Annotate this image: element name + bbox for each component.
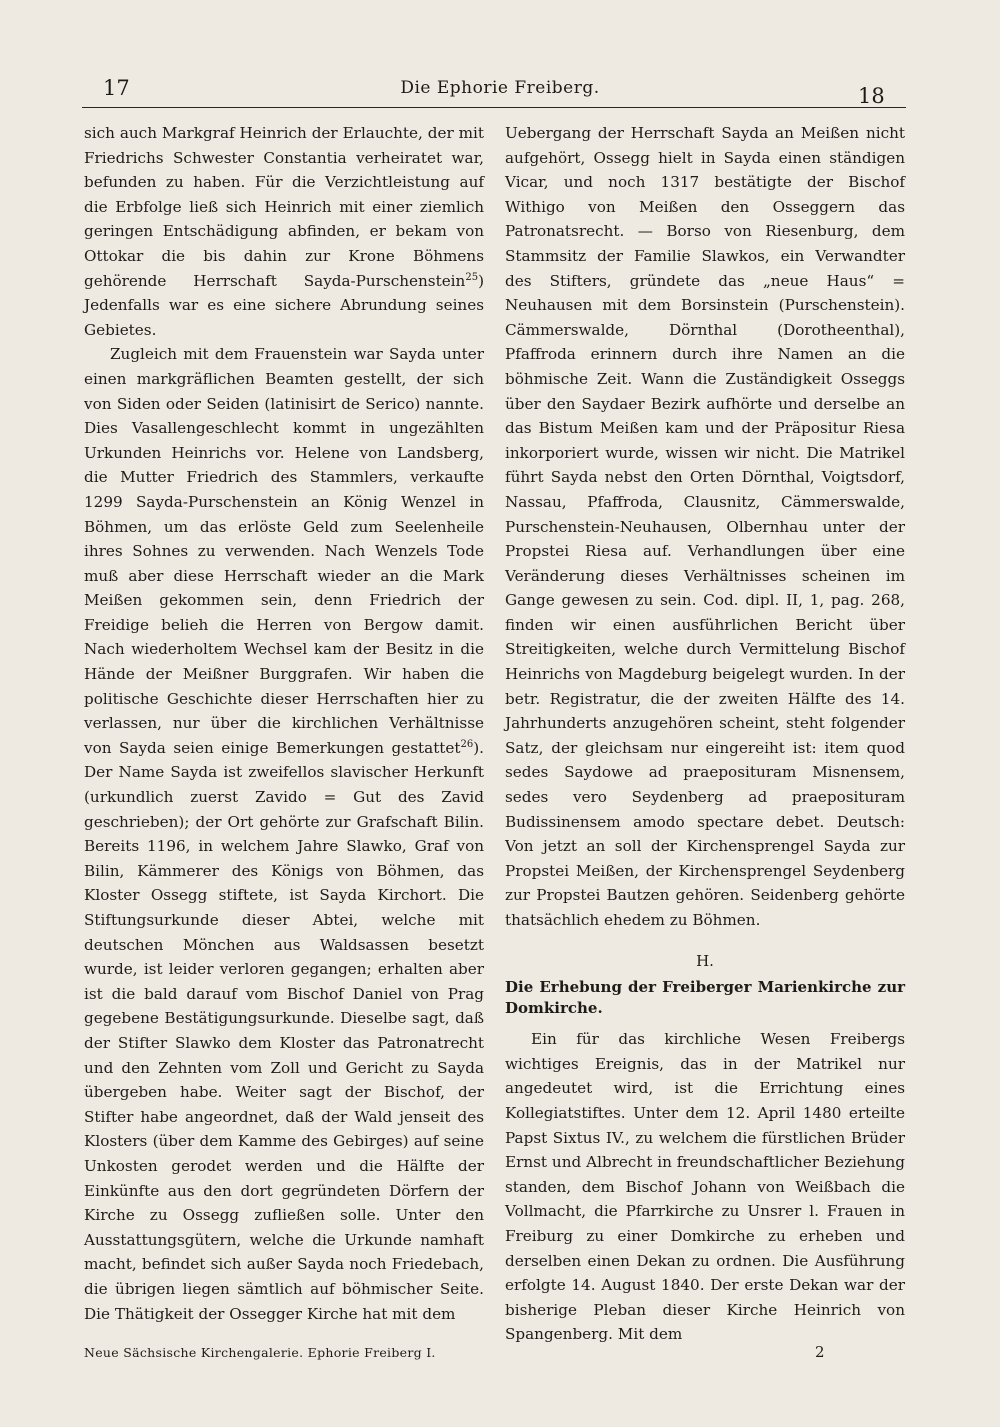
left-p1-text: sich auch Markgraf Heinrich der Erlauchte, der mit Friedrichs Schwester Constantia verheiratet war, befunden zu haben. Für die Verzichtleistung auf die Erbfolge ließ sich Heinrich mit einer ziemlich geringen Entschädigung abfinden, er bekam von Ottokar die bis dahin zur Krone Böhmens gehörende Herrschaft Sayda-Purschenstein: [84, 124, 484, 290]
page-header: [0, 68, 1000, 108]
right-paragraph-2: Ein für das kirchliche Wesen Freibergs wichtiges Ereignis, das in der Matrikel nur angedeutet wird, ist die Errichtung eines Kollegiatstiftes. Unter dem 12. April 1480 erteilte Papst Sixtus IV., zu welchem die fürstlichen Brüder Ernst und Albrecht in freundschaftlicher Beziehung standen, dem Bischof Johann von Weißbach die Vollmacht, die Pfarrkirche zu Unsrer l. Frauen in Freiburg zu einer Domkirche zu erheben und derselben einen Dekan zu ordnen. Die Ausführung erfolgte 14. August 1840. Der erste Dekan war der bisherige Pleban dieser Kirche Heinrich von Spangenberg. Mit dem: [505, 1030, 905, 1344]
left-paragraph-2: [84, 342, 484, 1326]
section-letter: H.: [696, 951, 714, 970]
footnote-ref-25: 25: [465, 271, 479, 283]
left-column: [84, 121, 484, 1333]
running-title: Die Ephorie Freiberg.: [400, 78, 600, 98]
left-p1-end: ) Jedenfalls war es eine sichere Abrundung seines Gebietes.: [84, 271, 484, 339]
footer-imprint: Neue Sächsische Kirchengalerie. Ephorie Freiberg I.: [84, 1345, 436, 1360]
left-p2-text: Zugleich mit dem Frauenstein war Sayda unter einen markgräflichen Beamten gestellt, der sich von Siden oder Seiden (latinisirt de Serico) nannte. Dies Vasallengeschlecht kommt in ungezählten Urkunden Heinrichs vor. Helene von Landsberg, die Mutter Friedrich des Stammlers, verkaufte 1299 Sayda-Purschenstein an König Wenzel in Böhmen, um das erlöste Geld zum Seelenheile ihres Sohnes zu verwenden. Nach Wenzels Tode muß aber diese Herrschaft wieder an die Mark Meißen gekommen sein, denn Friedrich der Freidige belieh die Herren von Bergow damit. Nach wiederholtem Wechsel kam der Besitz in die Hände der Meißner Burggrafen. Wir haben die politische Geschichte dieser Herrschaften hier zu verlassen, nur über die kirchlichen Verhältnisse von Sayda seien einige Bemerkungen gestattet: [84, 345, 484, 757]
left-p2-end: ). Der Name Sayda ist zweifellos slavischer Herkunft (urkundlich zuerst Zavido = Gut des Zavid geschrieben); der Ort gehörte zur Grafschaft Bilin. Bereits 1196, in welchem Jahre Slawko, Graf von Bilin, Kämmerer des Königs von Böhmen, das Kloster Ossegg stiftete, ist Sayda Kirchort. Die Stiftungsurkunde dieser Abtei, welche mit deutschen Mönchen aus Waldsassen besetzt wurde, ist leider verloren gegangen; erhalten aber ist die bald darauf vom Bischof Daniel von Prag gegebene Bestätigungsurkunde. Dieselbe sagt, daß der Stifter Slawko dem Kloster das Patronatrecht und den Zehnten vom Zoll und Gericht zu Sayda übergeben habe. Weiter sagt der Bischof, der Stifter habe angeordnet, daß der Wald jenseit des Klosters (über dem Kamme des Gebirges) auf seine Unkosten gerodet werden und die Hälfte der Einkünfte aus den dort gegründeten Dörfern der Kirche zu Ossegg zufließen solle. Unter den Ausstattungsgütern, welche die Urkunde namhaft macht, befindet sich außer Sayda noch Friedebach, die übrigen liegen sämtlich auf böhmischer Seite. Die Thätigkeit der Ossegger Kirche hat mit dem: [84, 738, 484, 1323]
right-column: [505, 121, 905, 1344]
section-title: Die Erhebung der Freiberger Marienkirche zur Domkirche.: [505, 978, 905, 1018]
page-number-left: 17: [103, 76, 130, 100]
header-rule: [82, 107, 906, 108]
left-paragraph-1: [84, 121, 484, 342]
footnote-ref-26: 26: [460, 738, 474, 750]
right-paragraph-1: Uebergang der Herrschaft Sayda an Meißen nicht aufgehört, Ossegg hielt in Sayda einen ständigen Vicar, und noch 1317 bestätigte der Bischof Withigo von Meißen den Osseggern das Patronatsrecht. — Borso von Riesenburg, dem Stammsitz der Familie Slawkos, ein Verwandter des Stifters, gründete das „neue Haus“ = Neuhausen mit dem Borsinstein (Purschenstein). Cämmerswalde, Dörnthal (Dorotheenthal), Pfaffroda erinnern durch ihre Namen an die böhmische Zeit. Wann die Zuständigkeit Osseggs über den Saydaer Bezirk aufhörte und derselbe an das Bistum Meißen kam und der Präpositur Riesa inkorporiert wurde, wissen wir nicht. Die Matrikel führt Sayda nebst den Orten Dörnthal, Voigtsdorf, Nassau, Pfaffroda, Clausnitz, Cämmerswalde, Purschenstein-Neuhausen, Olbernhau unter der Propstei Riesa auf. Verhandlungen über eine Veränderung dieses Verhältnisses scheinen im Gange gewesen zu sein. Cod. dipl. II, 1, pag. 268, finden wir einen ausführlichen Bericht über Streitigkeiten, welche durch Vermittelung Bischof Heinrichs von Magdeburg beigelegt wurden. In der betr. Registratur, die der zweiten Hälfte des 14. Jahrhunderts anzugehören scheint, steht folgender Satz, der gleichsam nur eingereiht ist: item quod sedes Saydowe ad praeposituram Misnensem, sedes vero Seydenberg ad praeposituram Budissinensem amodo spectare debet. Deutsch: Von jetzt an soll der Kirchensprengel Sayda zur Propstei Meißen, der Kirchensprengel Seydenberg zur Propstei Bautzen gehören. Seidenberg gehörte thatsächlich ehedem zu Böhmen.: [505, 124, 905, 929]
signature-mark: 2: [815, 1343, 825, 1361]
page-number-right: 18: [858, 84, 885, 108]
